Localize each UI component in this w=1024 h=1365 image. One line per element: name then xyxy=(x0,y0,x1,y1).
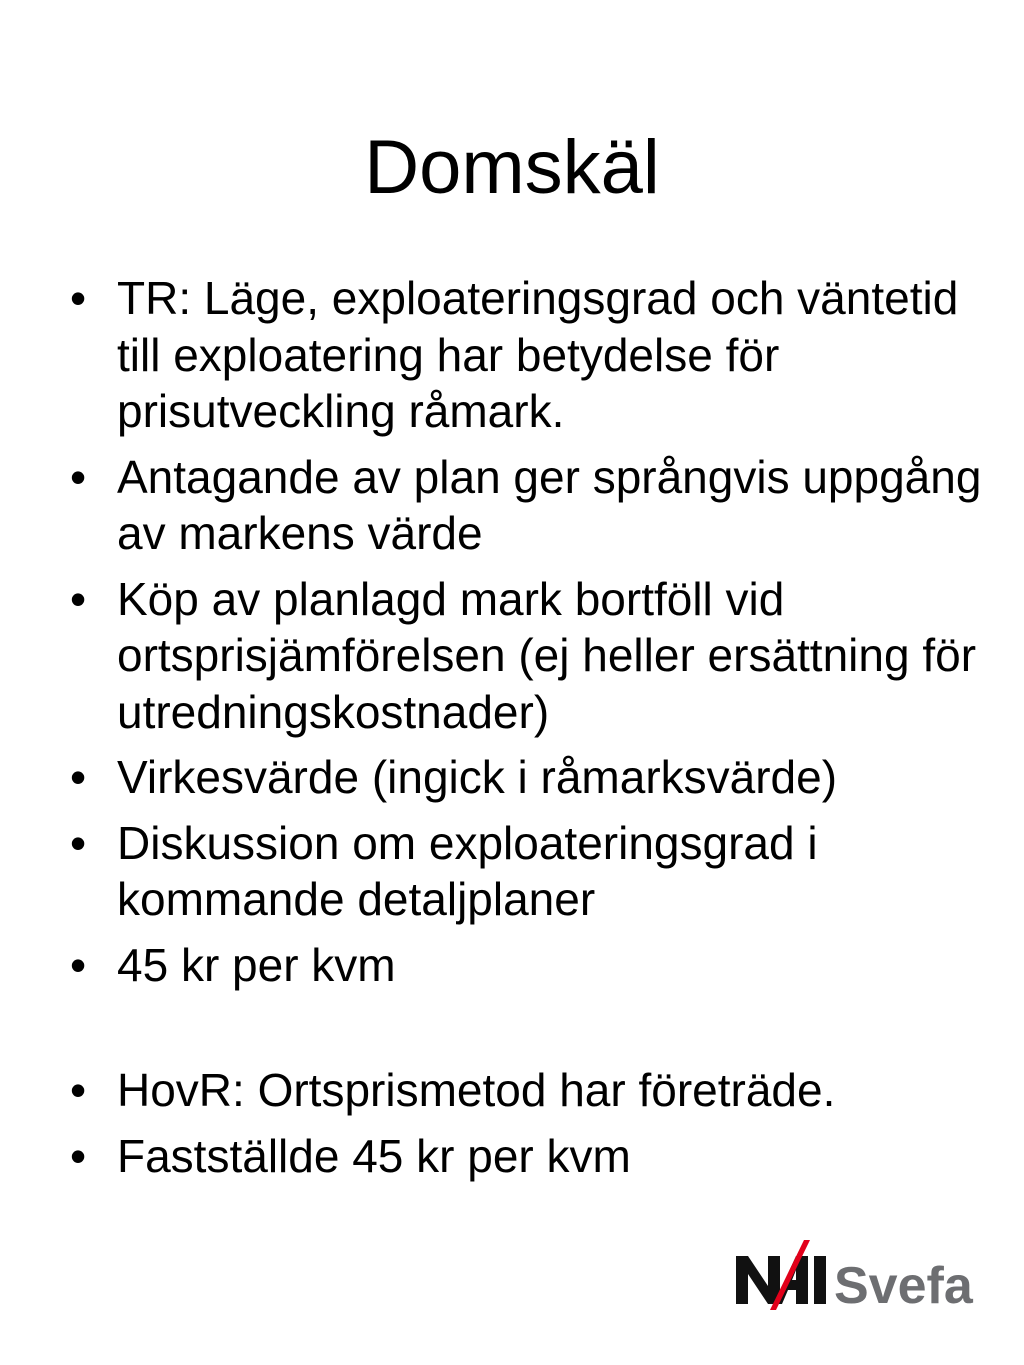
bullet-item xyxy=(70,1128,990,1185)
bullet-item xyxy=(70,815,990,928)
nai-svefa-logo xyxy=(736,1240,996,1310)
bullet-text: Diskussion om exploateringsgrad i kommande detaljplaner xyxy=(117,816,818,925)
bullet-item xyxy=(70,270,990,440)
bullet-text: Fastställde 45 kr per kvm xyxy=(117,1129,631,1182)
bullet-dot: • xyxy=(70,816,87,869)
bullet-list xyxy=(70,270,990,1193)
logo-letter-n xyxy=(736,1256,780,1304)
bullet-dot: • xyxy=(70,272,87,324)
slide-title: Domskäl xyxy=(364,125,660,210)
bullet-text: TR: Läge, exploateringsgrad och väntetid till exploatering har betydelse för prisutveckling råmark. xyxy=(117,272,959,437)
bullet-text: 45 kr per kvm xyxy=(117,938,396,991)
bullet-item xyxy=(70,1062,990,1119)
logo-brand-right: Svefa xyxy=(834,1257,973,1310)
logo-letter-i xyxy=(814,1256,826,1304)
bullet-item xyxy=(70,937,990,994)
bullet-item xyxy=(70,571,990,741)
bullet-text: Köp av planlagd mark bortföll vid ortsprisjämförelsen (ej heller ersättning för utredningskostnader) xyxy=(117,572,977,738)
bullet-text: HovR: Ortsprismetod har företräde. xyxy=(117,1064,836,1116)
bullet-item xyxy=(70,449,990,562)
bullet-dot: • xyxy=(70,1129,87,1182)
bullet-dot: • xyxy=(70,1064,87,1116)
bullet-dot: • xyxy=(70,938,87,991)
bullet-dot: • xyxy=(70,450,87,503)
bullet-text: Antagande av plan ger språngvis uppgång av markens värde xyxy=(117,450,982,559)
bullet-item xyxy=(70,749,990,806)
bullet-dot: • xyxy=(70,751,87,803)
bullet-dot: • xyxy=(70,572,87,625)
bullet-text: Virkesvärde (ingick i råmarksvärde) xyxy=(117,751,838,803)
